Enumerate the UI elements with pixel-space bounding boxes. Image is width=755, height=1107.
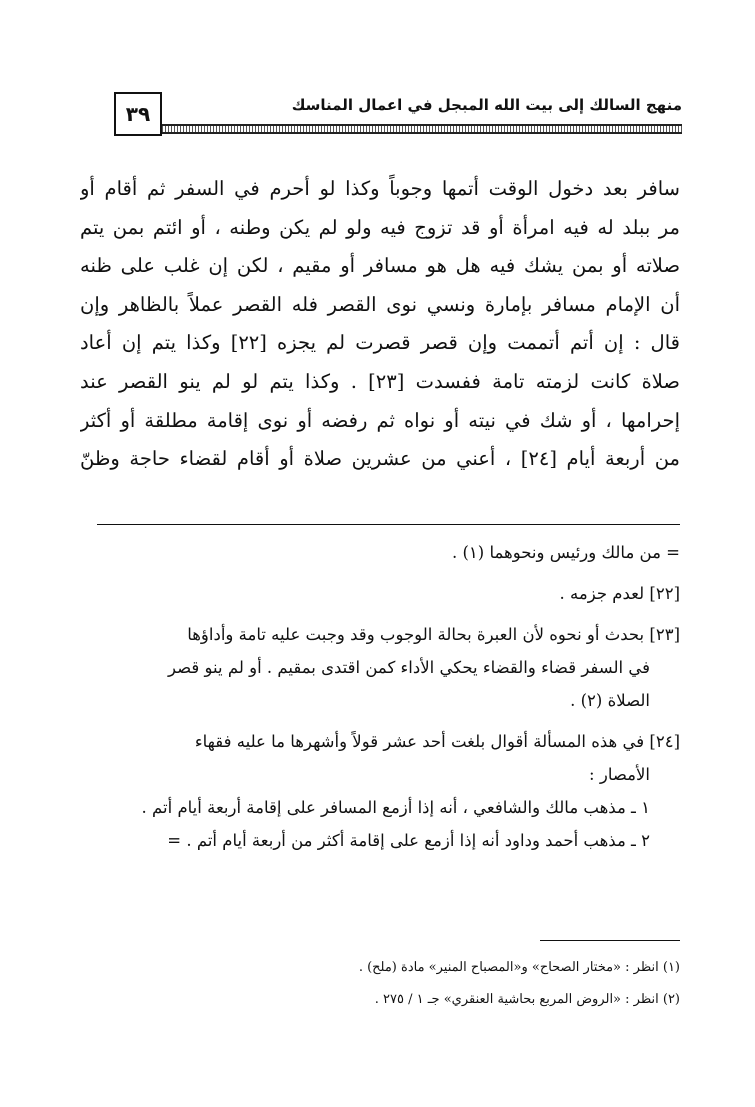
note-22 [82,577,680,610]
note-line: في السفر قضاء والقضاء يحكي الأداء كمن اقتدى بمقيم . أو لم ينو قصر [167,658,650,677]
note-continuation [82,536,680,569]
note-line: [٢٢] لعدم جزمه . [559,584,680,603]
text-line: مر ببلد له فيه امرأة أو قد تزوج فيه ولو لم يكن وطنه ، أو ائتم بمن يتم [80,215,680,239]
commentary-notes [82,536,680,865]
note-line: الأمصار : [589,765,650,784]
header-title: منهج السالك إلى بيت الله المبجل في اعمال المناسك [291,96,682,114]
note-line: [٢٤] في هذه المسألة أقوال بلغت أحد عشر قولاً وأشهرها ما عليه فقهاء [194,732,680,751]
note-line: ١ ـ مذهب مالك والشافعي ، أنه إذا أزمع المسافر على إقامة أربعة أيام أتم . [141,798,650,817]
text-line: أن الإمام مسافر بإمارة ونسي نوى القصر فله القصر عملاً بالظاهر وإن [80,292,680,316]
main-text [80,170,680,479]
footnote-1: (١) انظر : «مختار الصحاح» و«المصباح المنير» مادة (ملح) . [358,960,680,975]
note-line: ٢ ـ مذهب أحمد وداود أنه إذا أزمع على إقامة أكثر من أربعة أيام أتم . = [167,831,650,850]
text-line: صلاته أو بمن يشك فيه هل هو مسافر أو مقيم ، لكن إن غلب على ظنه [80,254,680,278]
text-line: من أربعة أيام [٢٤] ، أعني من عشرين صلاة أو أقام لقضاء حاجة وظنّ [80,447,680,471]
footnotes [300,952,680,1016]
text-line: سافر بعد دخول الوقت أتمها وجوباً وكذا لو أحرم في السفر ثم أقام أو [80,177,680,200]
notes-divider [97,524,680,525]
note-line: = من مالك ورئيس ونحوهما (١) . [451,543,680,562]
header-rule [162,124,682,134]
note-line: [٢٣] بحدث أو نحوه لأن العبرة بحالة الوجوب وقد وجبت عليه تامة وأداؤها [187,625,680,644]
note-line: الصلاة (٢) . [570,691,650,710]
note-24 [82,725,680,857]
footnote-2: (٢) انظر : «الروض المربع بحاشية العنقري» جـ ١ / ٢٧٥ . [374,992,680,1007]
text-line: صلاة كانت لزمته تامة ففسدت [٢٣] . وكذا يتم لو لم ينو القصر عند [80,369,680,393]
page-number: ٣٩ [125,102,151,126]
text-line: إحرامها ، أو شك في نيته أو نواه ثم رفضه أو نوى إقامة مطلقة أو أكثر [80,408,680,432]
page-number-box [114,92,162,136]
footnote-divider [540,940,680,941]
text-line: قال : إن أتم أتممت وإن قصر قصرت لم يجزه [٢٢] وكذا يتم إن أعاد [80,331,680,355]
running-header [100,92,682,136]
note-23 [82,618,680,717]
